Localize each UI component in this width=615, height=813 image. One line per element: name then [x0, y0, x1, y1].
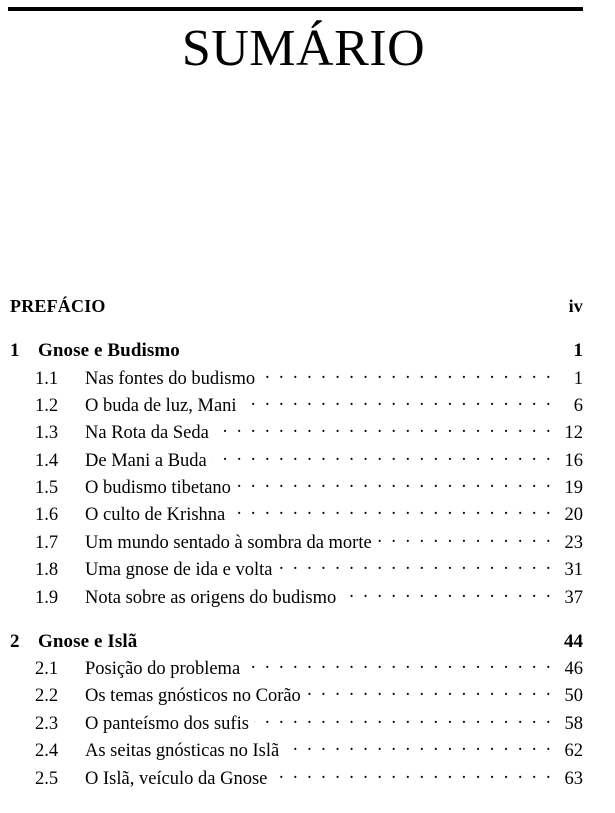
toc-entry-number: 1.5: [35, 478, 59, 499]
toc-entry-number: 1.1: [35, 368, 59, 389]
toc-entry-number: 2.1: [35, 659, 59, 680]
toc-entry-page-number: 1: [573, 368, 583, 389]
dot-leader: [236, 475, 553, 494]
toc-entry[interactable]: [0, 627, 615, 656]
toc-entry-title: Na Rota da Seda: [85, 423, 209, 444]
toc-entry[interactable]: [0, 502, 615, 529]
toc-entry-page-number: 31: [564, 560, 583, 581]
toc-entry-title: O culto de Krishna: [85, 505, 226, 526]
toc-entry-title: Posição do problema: [85, 659, 241, 680]
toc-entry-page-number: 20: [564, 505, 583, 526]
toc-entry-title: Uma gnose de ida e volta: [85, 560, 273, 581]
toc-entry-page-number: 6: [573, 395, 583, 416]
toc-entry[interactable]: [0, 420, 615, 447]
toc-entry-title: Um mundo sentado à sombra da morte: [85, 532, 372, 553]
toc-entry-title: Gnose e Islã: [38, 630, 138, 652]
toc-entry-page-number: 62: [564, 741, 583, 762]
toc-entry-number: 1: [10, 340, 20, 361]
dot-leader: [212, 447, 553, 466]
toc-entry-title: As seitas gnósticas no Islã: [85, 741, 280, 762]
toc-entry-number: 2.2: [35, 686, 59, 707]
toc-entry[interactable]: [0, 291, 615, 321]
toc-entry-number: 1.2: [35, 395, 59, 416]
dot-leader: [242, 392, 553, 411]
toc-entry-title: Nota sobre as origens do budismo: [85, 587, 337, 608]
toc-entry[interactable]: [0, 557, 615, 584]
header-rule: [8, 7, 583, 11]
toc-entry[interactable]: [0, 529, 615, 556]
dot-leader: [245, 656, 553, 675]
toc-entry[interactable]: [0, 447, 615, 474]
toc-entry-page-number: 16: [564, 450, 583, 471]
toc-entry-title: Nas fontes do budismo: [85, 368, 256, 389]
toc-entry-page-number: 19: [564, 478, 583, 499]
toc-entry-number: 1.6: [35, 505, 59, 526]
dot-leader: [230, 502, 553, 521]
toc-entry-title: De Mani a Buda: [85, 450, 207, 471]
toc-entry[interactable]: [0, 656, 615, 683]
toc-entry-page-number: iv: [568, 296, 583, 316]
toc-entry-number: 1.7: [35, 532, 59, 553]
toc-entry-title: O buda de luz, Mani: [85, 395, 237, 416]
toc-entry-page-number: 12: [564, 423, 583, 444]
toc-entry-page-number: 23: [564, 532, 583, 553]
dot-leader: [278, 557, 553, 576]
toc-entry[interactable]: [0, 738, 615, 765]
toc-entry[interactable]: [0, 710, 615, 737]
toc-entry-number: 1.3: [35, 423, 59, 444]
toc-entry-page-number: 50: [564, 686, 583, 707]
toc-entry-page-number: 37: [564, 587, 583, 608]
page-title: SUMÁRIO: [181, 20, 426, 77]
dot-leader: [214, 420, 553, 439]
toc-entry[interactable]: [0, 336, 615, 365]
dot-leader: [254, 710, 553, 729]
toc-entry[interactable]: [0, 475, 615, 502]
dot-leader: [377, 529, 553, 548]
toc-entry-number: 1.9: [35, 587, 59, 608]
dot-leader: [341, 584, 553, 603]
toc-entry[interactable]: [0, 584, 615, 611]
toc-entry-number: 2.4: [35, 741, 59, 762]
toc-entry-page-number: 46: [564, 659, 583, 680]
toc-entry-page-number: 58: [564, 713, 583, 734]
table-of-contents: [0, 291, 615, 792]
dot-leader: [306, 683, 553, 702]
toc-entry-page-number: 63: [564, 768, 583, 789]
toc-entry-title: Os temas gnósticos no Corão: [85, 686, 301, 707]
toc-entry-number: 1.4: [35, 450, 59, 471]
toc-entry-number: 2.5: [35, 768, 59, 789]
toc-entry[interactable]: [0, 365, 615, 392]
toc-entry-title: O Islã, veículo da Gnose: [85, 768, 268, 789]
toc-entry-title: Gnose e Budismo: [38, 340, 180, 361]
toc-entry[interactable]: [0, 392, 615, 419]
toc-entry[interactable]: [0, 765, 615, 792]
toc-entry-page-number: 44: [564, 630, 583, 652]
toc-entry-title: PREFÁCIO: [10, 296, 106, 316]
toc-entry-number: 2: [10, 630, 20, 652]
dot-leader: [260, 365, 553, 384]
toc-entry-number: 1.8: [35, 560, 59, 581]
toc-entry-page-number: 1: [573, 340, 583, 361]
toc-entry-title: O budismo tibetano: [85, 478, 231, 499]
toc-entry-number: 2.3: [35, 713, 59, 734]
toc-entry[interactable]: [0, 683, 615, 710]
dot-leader: [284, 738, 553, 757]
dot-leader: [272, 765, 553, 784]
toc-entry-title: O panteísmo dos sufis: [85, 713, 249, 734]
